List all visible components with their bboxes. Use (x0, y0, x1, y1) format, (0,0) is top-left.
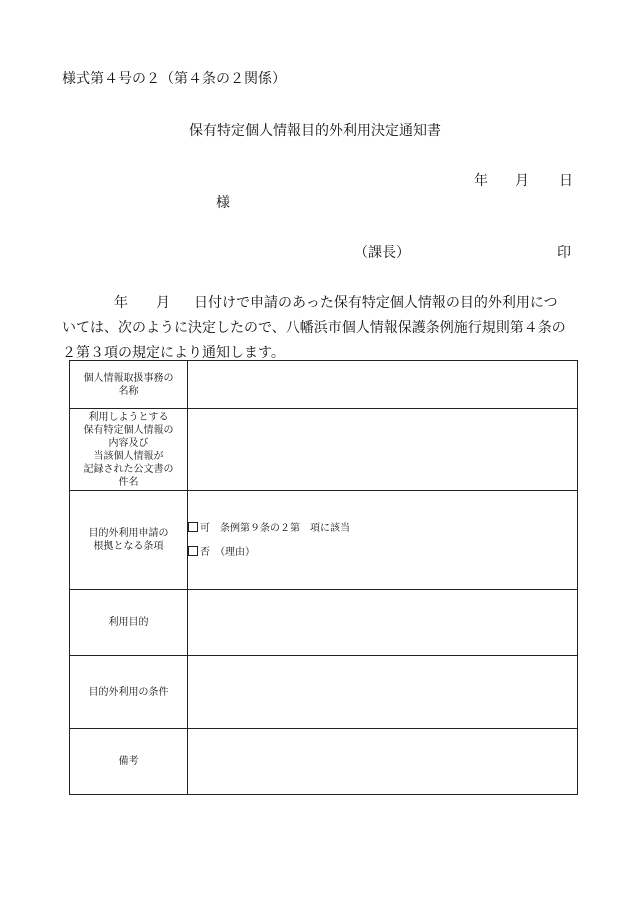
addressee-suffix: 様 (216, 195, 230, 211)
date-day-label: 日 (559, 173, 573, 189)
field-office-name[interactable] (188, 361, 578, 409)
table-row (70, 590, 578, 656)
notice-line-2: いては、次のように決定したので、八幡浜市個人情報保護条例施行規則第４条の (62, 320, 566, 336)
field-remarks[interactable] (188, 729, 578, 795)
table-row (70, 361, 578, 409)
label-basis-clause: 目的外利用申請の 根拠となる条項 (70, 491, 188, 590)
field-purpose[interactable] (188, 590, 578, 656)
option-deny[interactable]: 否 （理由） (188, 546, 577, 559)
table-row (70, 409, 578, 491)
table-row (70, 656, 578, 729)
checkbox-approve[interactable] (188, 522, 198, 532)
field-target-info[interactable] (188, 409, 578, 491)
label-conditions: 目的外利用の条件 (70, 656, 188, 729)
notice-line-3: ２第３項の規定により通知します。 (62, 345, 285, 361)
option-approve[interactable]: 可 条例第９条の２第 項に該当 (188, 522, 577, 535)
label-target-info: 利用しようとする 保有特定個人情報の 内容及び 当該個人情報が 記録された公文書の 件名 (70, 409, 188, 491)
date-year-label: 年 (474, 173, 488, 189)
body-month: 月 (156, 295, 170, 311)
date-month-label: 月 (515, 173, 529, 189)
form-id: 様式第４号の２（第４条の２関係） (62, 71, 286, 87)
table-row (70, 729, 578, 795)
field-conditions[interactable] (188, 656, 578, 729)
notice-body (62, 291, 566, 366)
info-table (69, 360, 578, 795)
field-basis-clause (188, 491, 578, 590)
table-row (70, 491, 578, 590)
label-office-name: 個人情報取扱事務の 名称 (70, 361, 188, 409)
checkbox-deny[interactable] (188, 546, 198, 556)
label-remarks: 備考 (70, 729, 188, 795)
label-purpose: 利用目的 (70, 590, 188, 656)
notice-line-1 (62, 291, 566, 316)
body-year: 年 (114, 295, 128, 311)
seal-mark: 印 (557, 245, 571, 261)
document-title: 保有特定個人情報目的外利用決定通知書 (189, 123, 441, 139)
body-line1-rest: 日付けで申請のあった保有特定個人情報の目的外利用につ (194, 295, 558, 311)
issuing-office: （課長） (354, 245, 410, 261)
